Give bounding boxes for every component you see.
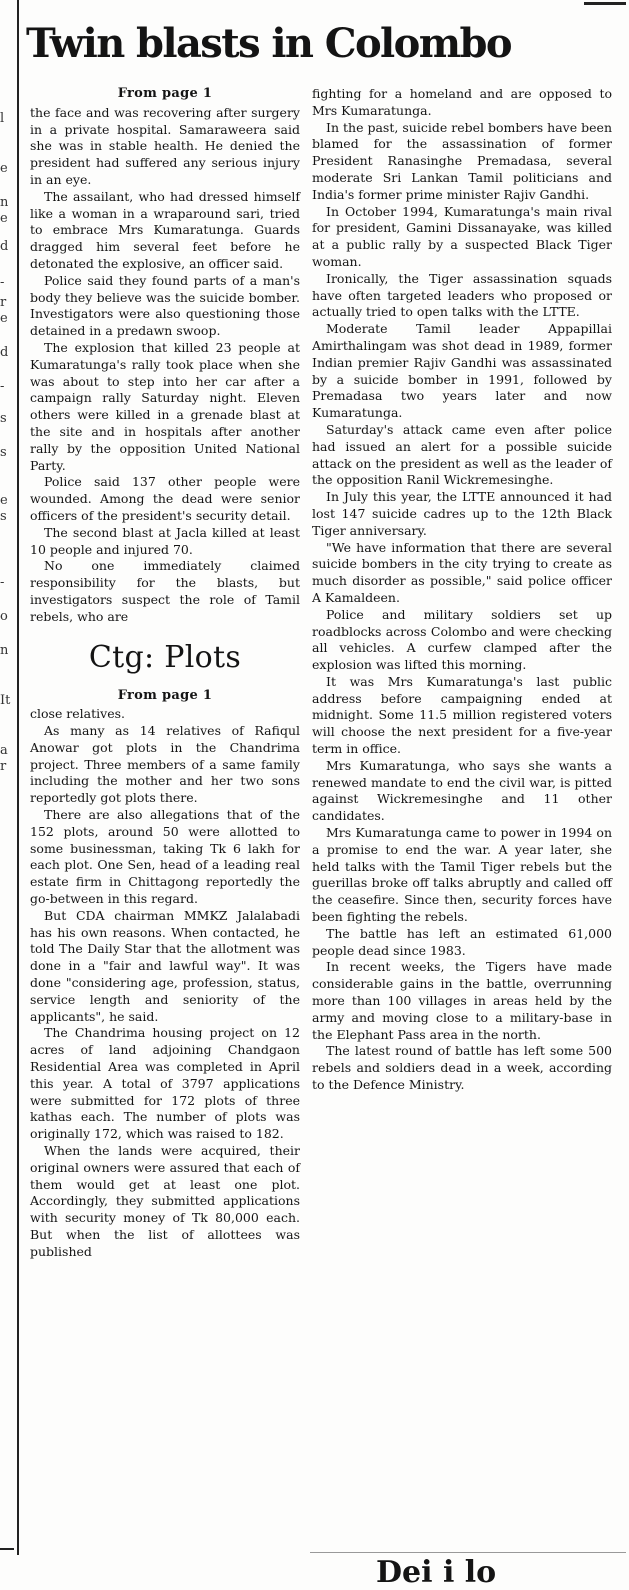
margin-fragment: e — [0, 211, 8, 226]
paragraph: Police said 137 other people were wounded. Among the dead were senior officers of the president's security detail. — [30, 474, 300, 523]
margin-fragment: n — [0, 195, 9, 210]
paragraph: When the lands were acquired, their original owners were assured that each of them would get at least one plot. Accordingly, they submitted applications with security money of Tk 80,000 each. But when the list of allottees was published — [30, 1143, 300, 1259]
paragraph: close relatives. — [30, 706, 126, 722]
column-rule — [17, 0, 19, 1555]
margin-fragment: n — [0, 643, 9, 658]
margin-fragment: - — [0, 575, 5, 590]
paragraph: In October 1994, Kumaratunga's main rival for president, Gamini Dissanayake, was killed at a public rally by a suspected Black Tiger woman. — [312, 203, 612, 269]
paragraph: The second blast at Jacla killed at least 10 people and injured 70. — [30, 524, 300, 557]
next-headline-text: Dei i lo — [376, 1555, 497, 1590]
margin-fragment: d — [0, 239, 9, 254]
jump-label: From page 1 — [117, 86, 213, 101]
margin-fragment: a — [0, 743, 8, 758]
section-divider — [310, 1552, 626, 1553]
paragraph: But CDA chairman MMKZ Jalalabadi has his own reasons. When contacted, he told The Daily Star that the allotment was done in a "fair and lawful way". It was done "considering age, profession, status, service length and seniority of the applicants", he said. — [30, 907, 300, 1024]
paragraph: As many as 14 relatives of Rafiqul Anowar got plots in the Chandrima project. Three members of a same family including the mother and her two sons reportedly got plots there. — [30, 723, 300, 806]
column-rule-foot — [0, 1548, 14, 1550]
margin-fragment: r — [0, 759, 7, 774]
paragraph: The assailant, who had dressed himself like a woman in a wraparound sari, tried to embrace Mrs Kumaratunga. Guards dragged him several feet before he detonated the explosive, an officer said. — [30, 188, 300, 271]
margin-fragment: e — [0, 311, 8, 326]
margin-fragment: r — [0, 295, 7, 310]
margin-fragment: s — [0, 509, 7, 524]
paragraph: Police and military soldiers set up roadblocks across Colombo and were checking all vehicles. A curfew clamped after the explosion was lifted this morning. — [312, 606, 612, 673]
paragraph: In the past, suicide rebel bombers have been blamed for the assassination of former President Ranasinghe Premadasa, several moderate Sri Lankan Tamil politicians and India's former prime minister Rajiv Gandhi. — [312, 119, 612, 202]
paragraph: The latest round of battle has left some 500 rebels and soldiers dead in a week, according to the Defence Ministry. — [312, 1043, 612, 1093]
article-column-2 — [312, 86, 612, 1566]
margin-fragment: - — [0, 275, 5, 290]
paragraph: Saturday's attack came even after police had issued an alert for a possible suicide attack on the president as well as the leader of the opposition Ranil Wickremesinghe. — [312, 421, 612, 488]
paragraph: The battle has left an estimated 61,000 people dead since 1983. — [312, 925, 612, 958]
left-margin-adjacent-column — [0, 0, 24, 1572]
paragraph: Police said they found parts of a man's body they believe was the suicide bomber. Investigators were also questioning those detained in a predawn swoop. — [30, 272, 300, 339]
margin-fragment: s — [0, 445, 7, 460]
margin-fragment: l — [0, 111, 5, 126]
margin-fragment: e — [0, 493, 8, 508]
jump-label: From page 1 — [117, 687, 213, 703]
paragraph: "We have information that there are several suicide bombers in the city trying to create as much disorder as possible," said police officer A Kamaldeen. — [312, 539, 612, 605]
margin-fragment: e — [0, 161, 8, 176]
subheadline: Ctg: Plots — [88, 639, 242, 675]
margin-fragment: It — [0, 693, 11, 708]
paragraph: the face and was recovering after surgery in a private hospital. Samaraweera said she was in stable health. He denied the president had suffered any serious injury in an eye. — [30, 104, 300, 187]
paragraph: The explosion that killed 23 people at Kumaratunga's rally took place when she was about to step into her car after a campaign rally Saturday night. Eleven others were killed in a grenade blast at the site and in hospitals after another rally by the opposition United National Party. — [30, 339, 300, 473]
paragraph: Mrs Kumaratunga came to power in 1994 on a promise to end the war. A year later, she held talks with the Tamil Tiger rebels but the guerillas broke off talks abruptly and called off the ceasefire. Since then, security forces have been fighting the rebels. — [312, 825, 612, 925]
margin-fragment: - — [0, 379, 5, 394]
paragraph: In recent weeks, the Tigers have made considerable gains in the battle, overrunning more than 100 villages in areas held by the army and moving close to a military-base in the Elephant Pass area in the north. — [312, 959, 612, 1042]
margin-fragment: s — [0, 411, 7, 426]
paragraph: Moderate Tamil leader Appapillai Amirthalingam was shot dead in 1989, former Indian premier Rajiv Gandhi was assassinated by a suicide bomber in 1991, followed by Premadasa two years later and now Kumaratunga. — [312, 321, 612, 421]
paragraph: There are also allegations that of the 152 plots, around 50 were allotted to some businessman, taking Tk 6 lakh for each plot. One Sen, head of a leading real estate firm in Chittagong reportedly the go-between in this regard. — [30, 807, 300, 907]
paragraph: It was Mrs Kumaratunga's last public address before campaigning ended at midnight. Some 11.5 million registered voters will choose the next president for a five-year term in office. — [312, 673, 612, 757]
headline: Twin blasts in Colombo — [26, 20, 511, 67]
next-headline-fragment — [376, 1555, 626, 1590]
paragraph: The Chandrima housing project on 12 acres of land adjoining Chandgaon Residential Area was completed in April this year. A total of 3797 applications were submitted for 172 plots of three kathas each. The number of plots was originally 172, which was raised to 182. — [30, 1025, 300, 1142]
paragraph: Ironically, the Tiger assassination squads have often targeted leaders who proposed or actually tried to open talks with the LTTE. — [312, 270, 612, 320]
paragraph: fighting for a homeland and are opposed to Mrs Kumaratunga. — [312, 86, 612, 118]
margin-fragment: d — [0, 345, 9, 360]
top-rule — [584, 2, 626, 5]
paragraph: No one immediately claimed responsibility for the blasts, but investigators suspect the role of Tamil rebels, who are — [30, 558, 300, 624]
paragraph: Mrs Kumaratunga, who says she wants a renewed mandate to end the civil war, is pitted against Wickremesinghe and 11 other candidates. — [312, 757, 612, 824]
margin-fragment: o — [0, 609, 8, 624]
article-column-1 — [30, 86, 300, 1566]
paragraph: In July this year, the LTTE announced it had lost 147 suicide cadres up to the 12th Black Tiger anniversary. — [312, 489, 612, 538]
